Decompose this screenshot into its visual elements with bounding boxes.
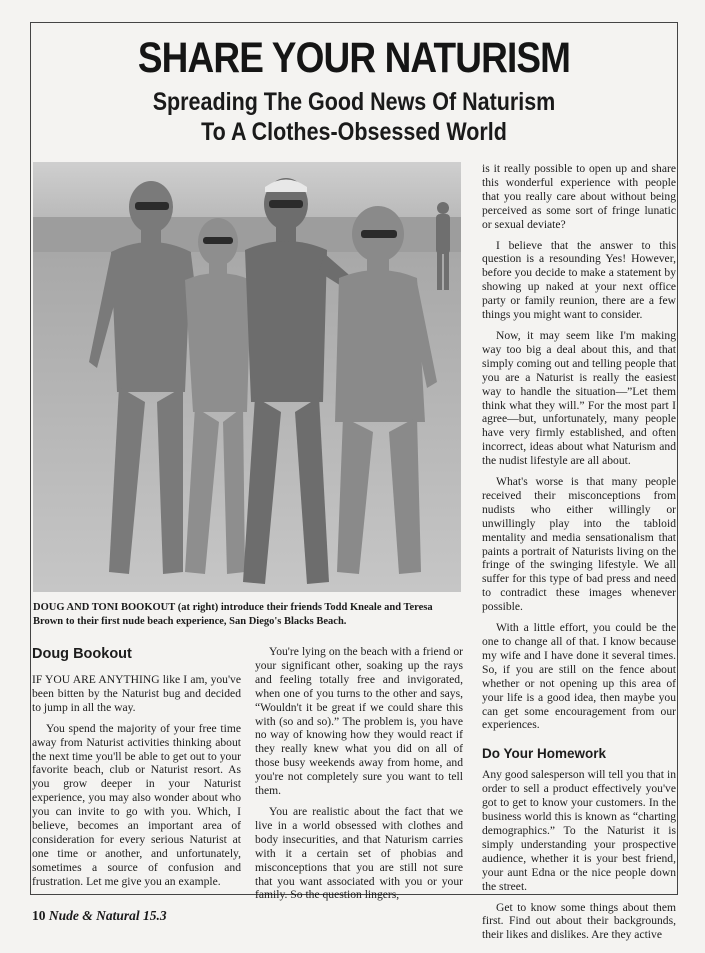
column-3 (482, 162, 676, 949)
page-footer (32, 908, 167, 924)
paragraph: I believe that the answer to this question is a resounding Yes! However, before you decide to make a statement by showing up naked at your next office party or family reunion, there are a few things you might want to consider. (482, 238, 676, 322)
paragraph: You are realistic about the fact that we live in a world obsessed with clothes and body insecurities, and that Naturism carries with it a certain set of phobias and misconceptions that you are still not sure that you want associated with you or your family. So the question lingers, (255, 804, 463, 902)
paragraph: IF YOU ARE ANYTHING like I am, you've been bitten by the Naturist bug and decided to jump in all the way. (32, 673, 241, 714)
paragraph: is it really possible to open up and share this wonderful experience with people that you really care about without being perceived as some sort of fringe lunatic or sexual deviate? (482, 162, 676, 231)
beach-photo-illustration (33, 162, 461, 592)
section-heading: Do Your Homework (482, 746, 607, 762)
paragraph: You're lying on the beach with a friend or your significant other, soaking up the rays and feeling totally free and invigorated, when one of you turns to the other and says, “Wouldn't it be great if we could share this with (so and so).” The problem is, you have no way of knowing how they would react if they really knew what you did on all of those busy weekends away from home, and you're not completely sure you want to tell them. (255, 645, 463, 798)
paragraph: Any good salesperson will tell you that in order to sell a product effectively you've got to get to know your customers. In the business world this is known as “charting demographics.” To the Naturist it is simply understanding your prospective audience, whether it is your best friend, your aunt Edna or the nice people down the street. (482, 768, 676, 893)
magazine-title: Nude & Natural 15.3 (48, 908, 167, 923)
subhead-line-1: Spreading The Good News Of Naturism (152, 88, 556, 116)
headline: SHARE YOUR NATURISM (137, 34, 571, 82)
paragraph: Get to know some things about them first. Find out about their backgrounds, their likes and dislikes. Are they active (482, 900, 676, 942)
subhead (75, 87, 632, 147)
beach-photo (33, 162, 461, 592)
column-2 (255, 645, 463, 909)
paragraph: Now, it may seem like I'm making way too big a deal about this, and that simply coming out and telling people that you are a Naturist is really the easiest way to handle the situation—”Let them think what they will.” For the most part I agree—but, unfortunately, many people have very firmly established, and often incorrect, ideas about what Naturism and the nudist lifestyle are all about. (482, 328, 676, 468)
subhead-line-2: To A Clothes-Obsessed World (201, 118, 507, 146)
author-byline: Doug Bookout (32, 646, 132, 662)
page-number: 10 (32, 908, 46, 923)
column-1 (32, 646, 241, 896)
paragraph: You spend the majority of your free time away from Naturist activities thinking about the next time you'll be able to get out to your favorite beach, club or Naturist resort. As you grow deeper in your Naturist experience, you may also wonder about who you can invite to go with you. Which, I believe, becomes an important area of consideration for every serious Naturist at one time or another, and unfortunately, sometimes a source of confusion and frustration. Let me give you an example. (32, 721, 241, 888)
paragraph: What's worse is that many people received their misconceptions from nudists who either willingly or unwillingly play into the tabloid mentality and media sensationalism that paints a portrait of Naturists living on the fringe of the swinging lifestyle. We all suffer for this type of bad press and need to contradict these images whenever possible. (482, 475, 676, 614)
photo-caption: DOUG AND TONI BOOKOUT (at right) introduce their friends Todd Kneale and Teresa Brown to their first nude beach experience, San Diego's Blacks Beach. (33, 602, 433, 627)
paragraph: With a little effort, you could be the one to change all of that. I know because my wife and I have done it several times. So, if you are still on the fence about whether or not opening up this area of your life is a good idea, then maybe you can get some encouragement from our experiences. (482, 621, 676, 732)
